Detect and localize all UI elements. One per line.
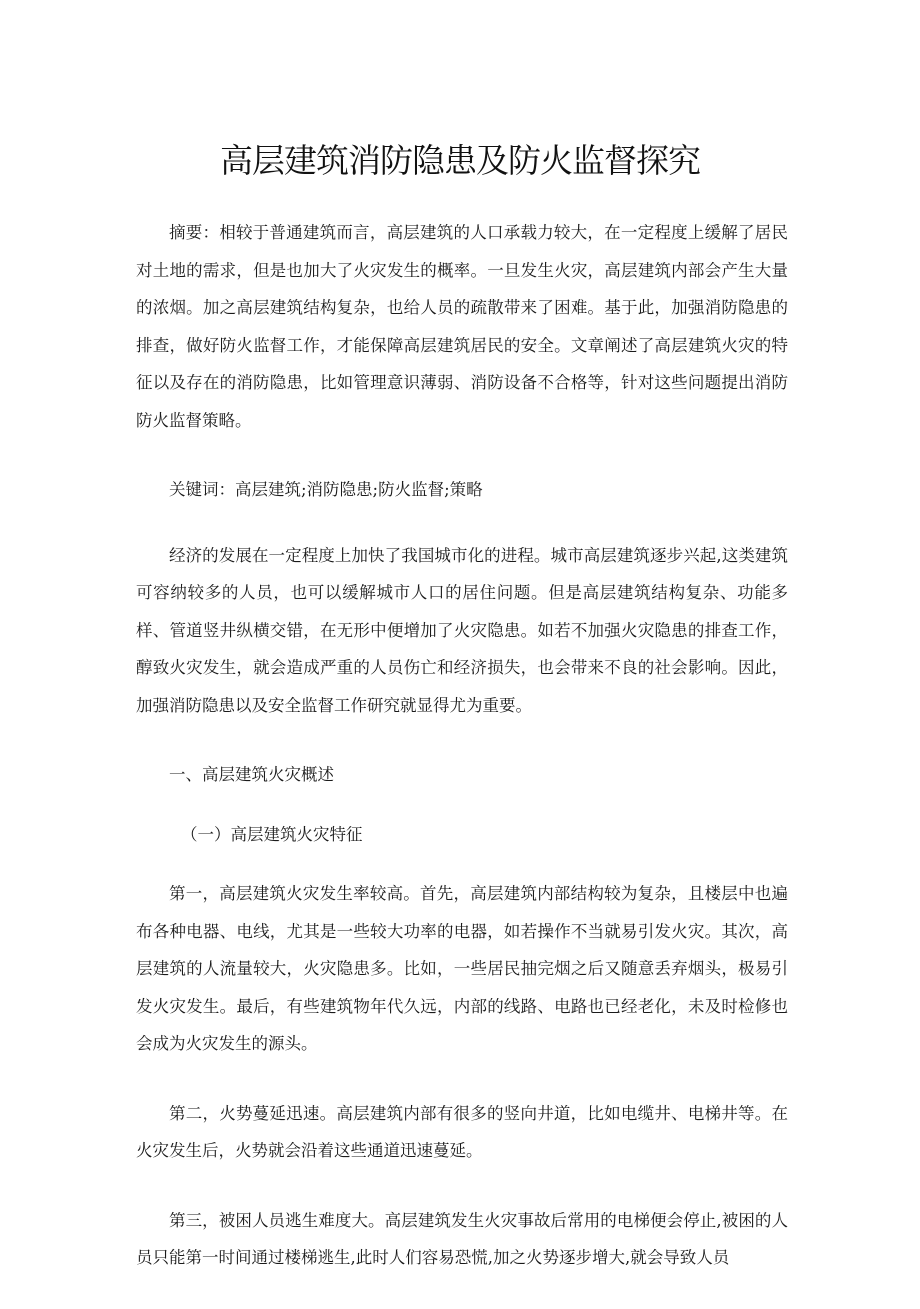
section-heading: 一、高层建筑火灾概述 bbox=[169, 765, 334, 784]
intro-paragraph: 经济的发展在一定程度上加快了我国城市化的进程。城市高层建筑逐步兴起,这类建筑可容纳较多的人员，也可以缓解城市人口的居住问题。但是高层建筑结构复杂、功能多样、管道竖井纵横交错，在无形中便增加了火灾隐患。如若不加强火灾隐患的排查工作，醇致火灾发生，就会造成严重的人员伤亡和经济损失，也会带来不良的社会影响。因此，加强消防隐患以及安全监督工作研究就显得尤为重要。 bbox=[136, 545, 788, 715]
paragraph-third-point: 第三，被困人员逃生难度大。高层建筑发生火灾事故后常用的电梯便会停止,被困的人员只能第一时间通过楼梯逃生,此时人们容易恐慌,加之火势逐步增大,就会导致人员 bbox=[136, 1210, 788, 1267]
abstract-paragraph: 摘要：相较于普通建筑而言，高层建筑的人口承载力较大，在一定程度上缓解了居民对土地的需求，但是也加大了火灾发生的概率。一旦发生火灾，高层建筑内部会产生大量的浓烟。加之高层建筑结构复杂，也给人员的疏散带来了困难。基于此，加强消防隐患的排查，做好防火监督工作，才能保障高层建筑居民的安全。文章阐述了高层建筑火灾的特征以及存在的消防隐患，比如管理意识薄弱、消防设备不合格等，针对这些问题提出消防防火监督策略。 bbox=[136, 223, 788, 430]
keywords-paragraph: 关键词：高层建筑;消防隐患;防火监督;策略 bbox=[169, 480, 483, 499]
document-title: 高层建筑消防隐患及防火监督探究 bbox=[220, 141, 700, 180]
document-body bbox=[136, 214, 788, 1309]
subsection-heading: （一）高层建筑火灾特征 bbox=[181, 824, 363, 844]
paragraph-second-point: 第二，火势蔓延迅速。高层建筑内部有很多的竖向井道，比如电缆井、电梯井等。在火灾发生后，火势就会沿着这些通道迅速蔓延。 bbox=[136, 1103, 788, 1160]
paragraph-first-point: 第一，高层建筑火灾发生率较高。首先，高层建筑内部结构较为复杂，且楼层中也遍布各种电器、电线，尤其是一些较大功率的电器，如若操作不当就易引发火灾。其次，高层建筑的人流量较大，火灾隐患多。比如，一些居民抽完烟之后又随意丢弃烟头，极易引发火灾发生。最后，有些建筑物年代久远，内部的线路、电路也已经老化，未及时检修也会成为火灾发生的源头。 bbox=[136, 884, 788, 1053]
